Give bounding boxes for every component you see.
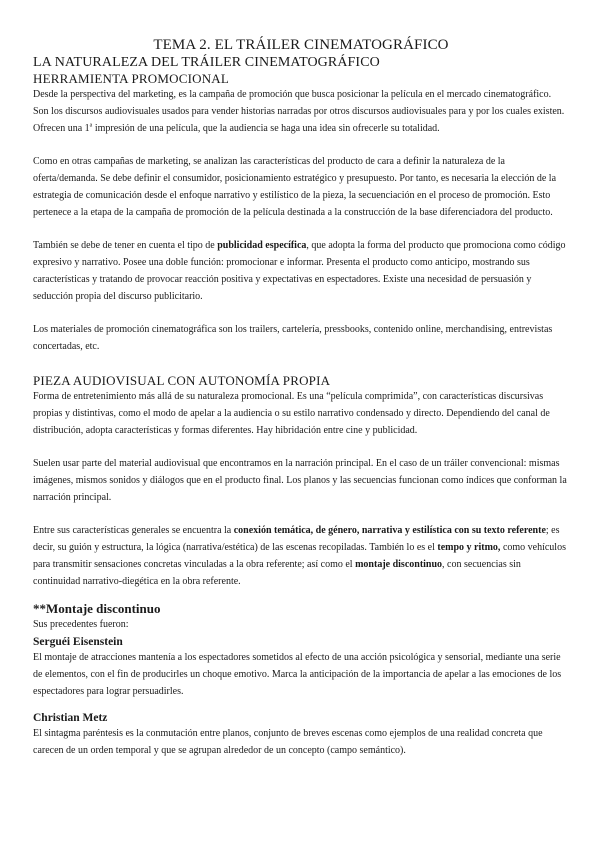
text-run: , con secuencias sin continuidad narrativo-diegética en la obra referente. (33, 559, 521, 587)
text-run: impresión de una película, que la audiencia se haga una idea sin ofrecerle su totalidad. (92, 122, 440, 134)
subsection-title-pieza: PIEZA AUDIOVISUAL CON AUTONOMÍA PROPIA (33, 372, 331, 388)
bold-term: tempo y ritmo, (437, 542, 501, 554)
ordinal-superscript: a (89, 122, 93, 129)
paragraph-marketing (33, 87, 569, 138)
section-title-montaje: **Montaje discontinuo (33, 600, 161, 616)
document-page (33, 36, 569, 760)
section-title-naturaleza: LA NATURALEZA DEL TRÁILER CINEMATOGRÁFICO (33, 55, 380, 70)
paragraph-materiales: Los materiales de promoción cinematográfica son los trailers, cartelería, pressbooks, contenido online, merchandising, entrevistas concertadas, etc. (33, 324, 553, 353)
paragraph-caracteristicas (33, 523, 569, 591)
text-run: ; es decir, su guión y estructura, la lógica (narrativa/estética) de las escenas recopiladas. También lo es el (33, 525, 560, 554)
author-heading-eisenstein: Serguéi Eisenstein (33, 635, 123, 648)
paragraph-entretenimiento: Forma de entretenimiento más allá de su naturaleza promocional. Es una “película comprimida”, con características discursivas propias y distintivas, como el modo de apelar a la audiencia o su estilo narrativo condensado y directo. Dependiendo del canal de distribución, adopta características y formas diferentes. Hay hibridación entre cine y publicidad. (33, 390, 550, 436)
text-run: como vehículos para transmitir sensaciones concretas vinculadas a la obra referente; así como el (33, 542, 566, 571)
document-title: TEMA 2. EL TRÁILER CINEMATOGRÁFICO (153, 37, 449, 53)
bold-term: montaje discontinuo (355, 559, 443, 571)
bold-term: conexión temática, de género, narrativa y estilística con su texto referente (233, 525, 546, 537)
paragraph-metz: El sintagma paréntesis es la conmutación entre planos, conjunto de breves escenas como ejemplos de una realidad concreta que carecen de un orden temporal y que se agrupan alrededor de un concepto (campo semántico). (33, 728, 543, 757)
text-run: Desde la perspectiva del marketing, es la campaña de promoción que busca posicionar la película en el mercado cinematográfico. Son los discursos audiovisuales usados para vender historias narradas por otros discursos audiovisuales para y por los cuales existen. Ofrecen una 1 (33, 89, 565, 134)
paragraph-material: Suelen usar parte del material audiovisual que encontramos en la narración principal. En el caso de un tráiler convencional: mismas imágenes, mismos sonidos y diálogos que en el producto final. Los planos y las secuencias funcionan como índices que conforman la narración principal. (33, 458, 567, 503)
text-run: , que adopta la forma del producto que promociona como código expresivo y narrativo. Posee una doble función: promocionar e informar. Presenta el producto como anticipo, mostrando sus características y tratando de provocar reacción positiva y expectativas en espectadores. Existe una necesidad de persuasión y seducción propia del discurso publicitario. (33, 240, 566, 303)
subsection-title-herramienta: HERRAMIENTA PROMOCIONAL (33, 71, 230, 86)
paragraph-precedentes: Sus precedentes fueron: (33, 618, 129, 630)
paragraph-eisenstein: El montaje de atracciones mantenía a los espectadores sometidos al efecto de una acción psicológica y sensorial, mediante una serie de elementos, con el fin de producirles un choque emotivo. Marca la anticipación de la importancia de apelar a las emociones de los espectadores para lograr persuadirles. (33, 651, 562, 697)
bold-term: publicidad específica (217, 240, 307, 252)
paragraph-publicidad (33, 238, 569, 306)
text-run: Entre sus características generales se encuentra la (33, 525, 234, 537)
paragraph-campanas: Como en otras campañas de marketing, se analizan las características del producto de cara a definir la naturaleza de la oferta/demanda. Se debe definir el consumidor, posicionamiento estratégico y presupuesto. Por tanto, es necesaria la elección de la estrategia de comunicación desde el enfoque narrativo y estilístico de la pieza, la secuenciación en el proceso de promoción. Esto pertenece a la etapa de la campaña de promoción de la película destinada a la construcción de la base diferenciadora del producto. (33, 156, 557, 218)
text-run: También se debe de tener en cuenta el tipo de (33, 240, 218, 252)
author-heading-metz: Christian Metz (33, 712, 108, 725)
